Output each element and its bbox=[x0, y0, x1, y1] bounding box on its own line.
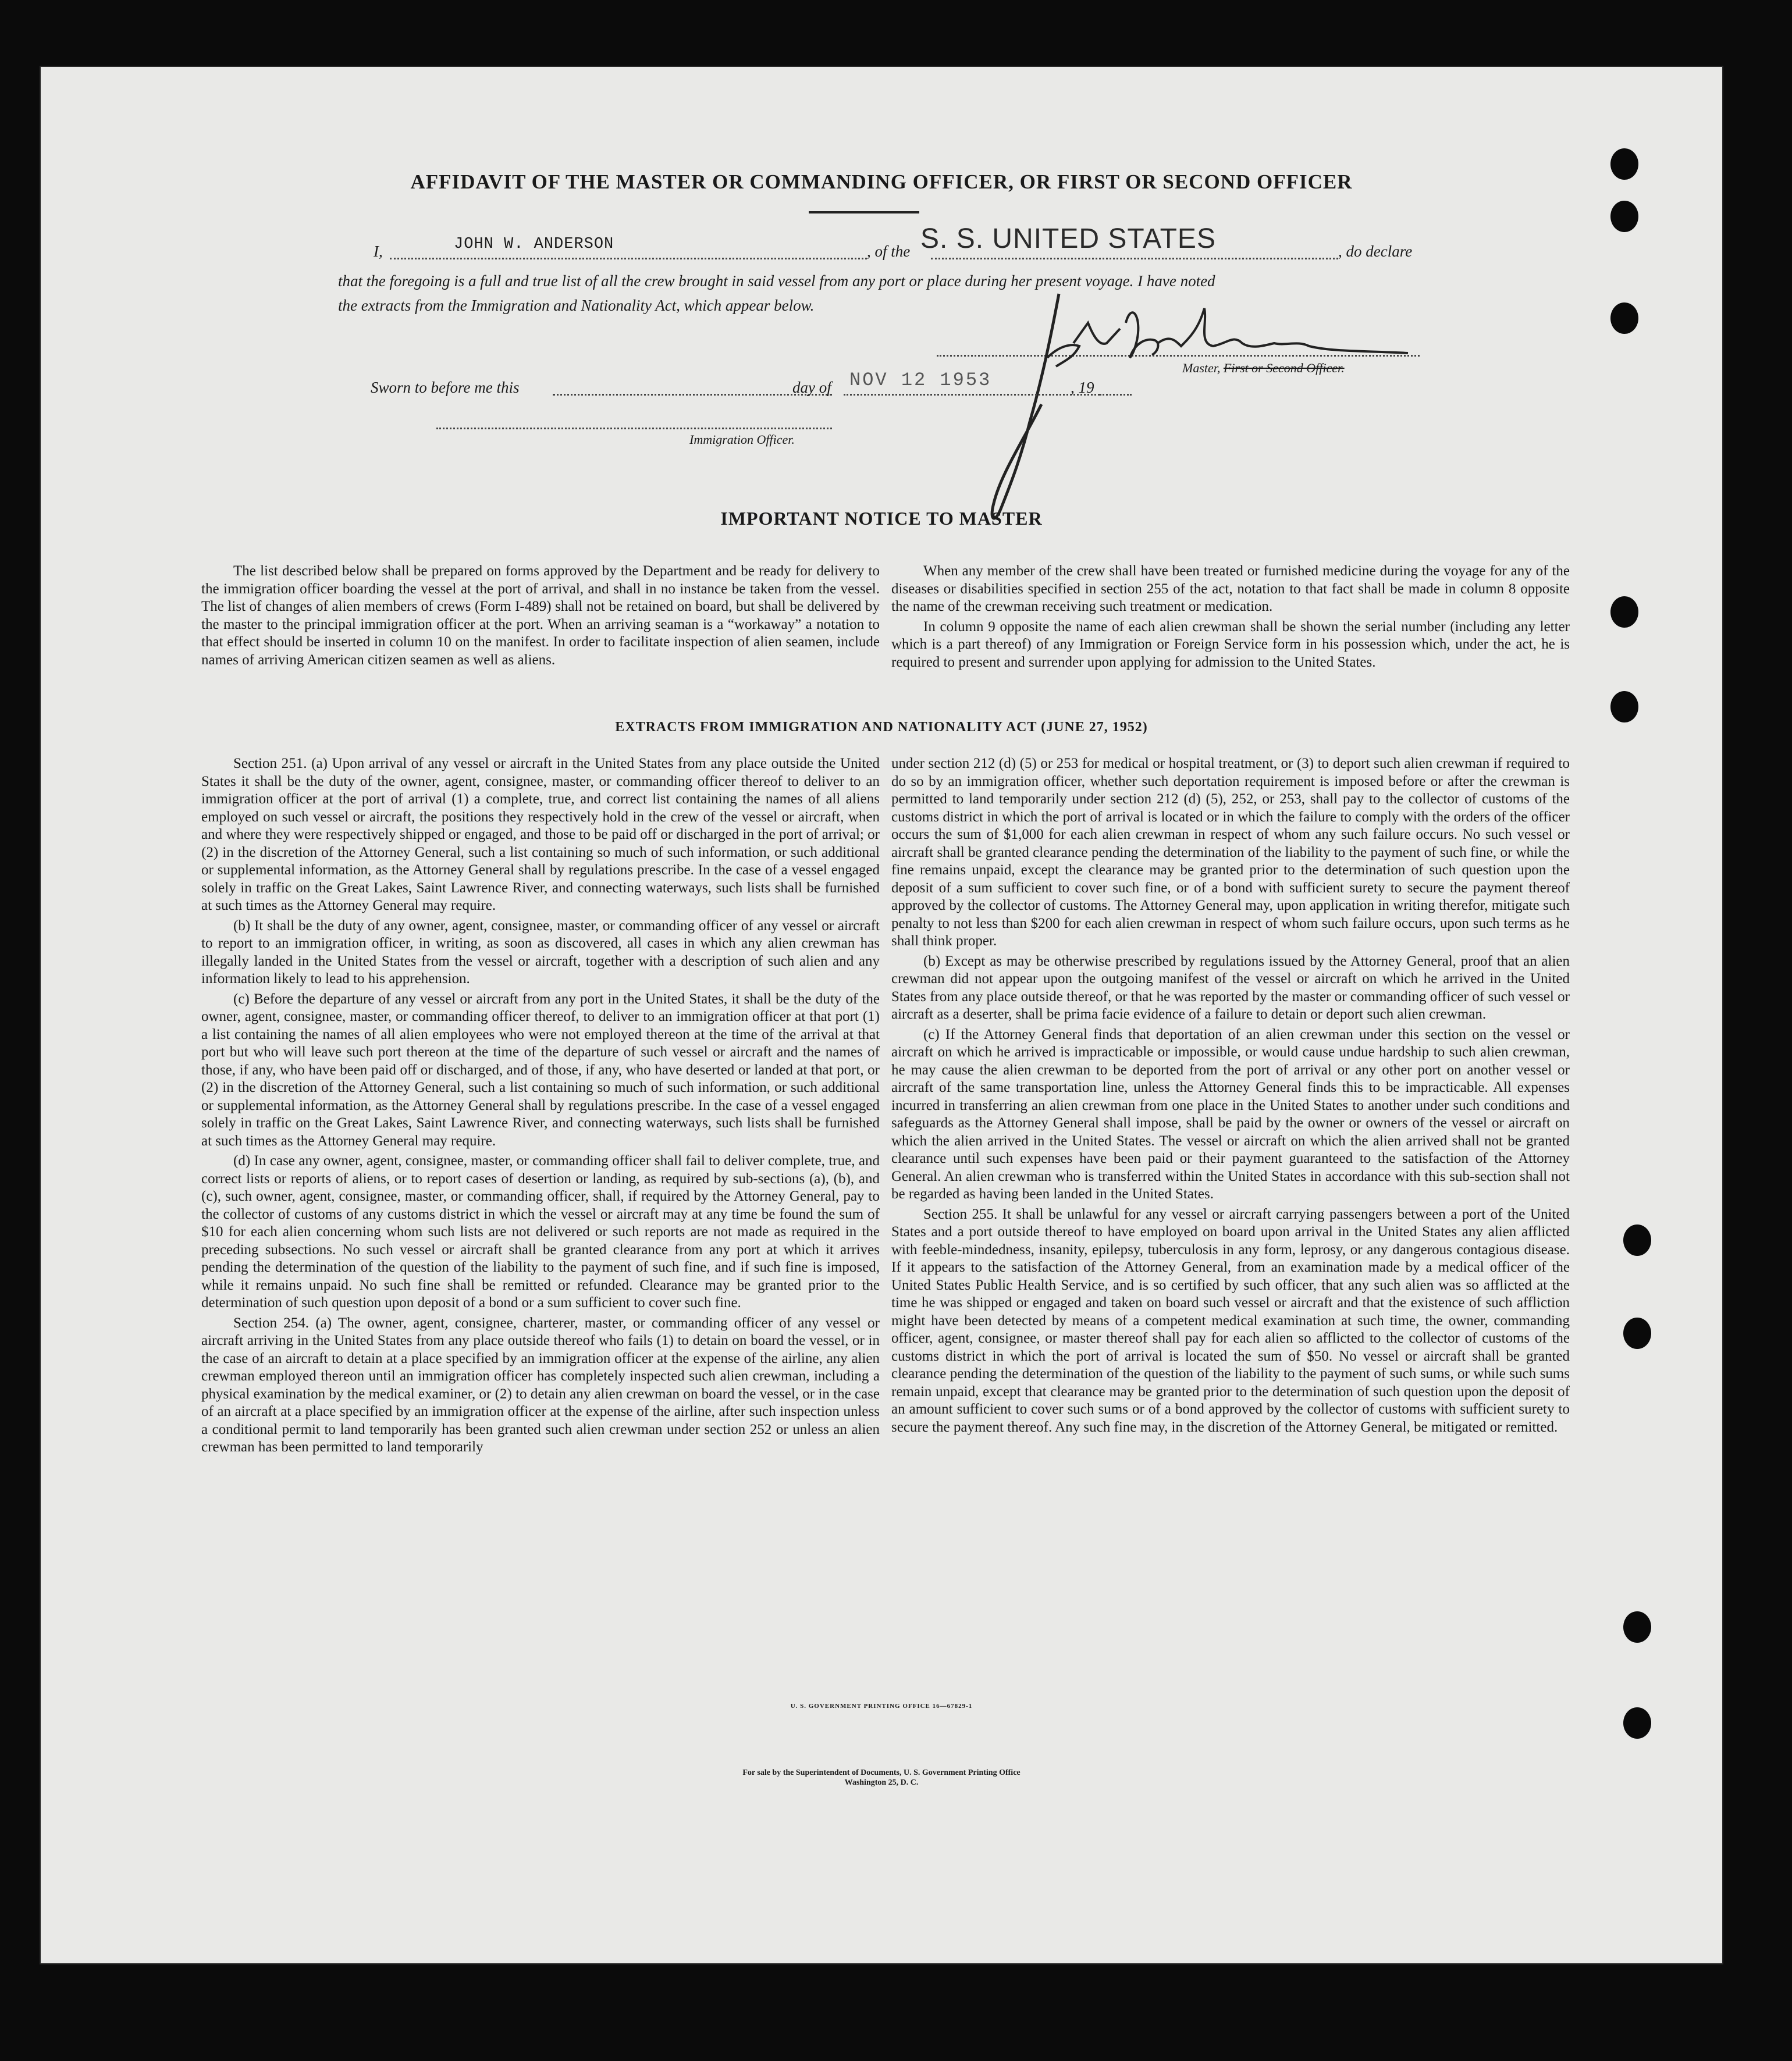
immigration-officer-line bbox=[436, 428, 832, 429]
section-251-a: Section 251. (a) Upon arrival of any vessel or aircraft in the United States from any place outside the United States it shall be the duty of the owner, agent, consignee, master, or commanding officer thereof to deliver to an immigration officer at the port of arrival (1) a complete, true, and correct list containing the names of all aliens employed on such vessel or aircraft, the positions they respectively hold in the crew of the vessel or aircraft, when and where they were respectively shipped or engaged, and those to be paid off or discharged in the port of arrival; or (2) in the discretion of the Attorney General, such a list containing so much of such information, or such additional or supplemental information, as the Attorney General shall by regulations prescribe. In the case of a vessel engaged solely in traffic on the Great Lakes, Saint Lawrence River, and connecting waterways, such lists shall be furnished at such times as the Attorney General may require. bbox=[201, 756, 880, 913]
officer-caption-struck: First or Second Officer. bbox=[1223, 361, 1345, 375]
title-divider bbox=[809, 211, 919, 213]
vessel-dotted-line bbox=[931, 258, 1338, 259]
section-251-d: (d) In case any owner, agent, consignee, master, or commanding officer shall fail to deliver complete, true, and correct lists or reports of aliens, or to report cases of desertion or landing, as required by sub-sections (a), (b), and (c), such owner, agent, consignee, master, or commanding officer, shall, if required by the Attorney General, pay to the collector of customs of any customs district in which the vessel or aircraft may at any time be found the sum of $10 for each alien concerning whom such lists are not delivered or such reports are not made as required in the preceding subsections. No such vessel or aircraft shall be granted clearance from any port at which it arrives pending the determination of the question of the liability to the payment of such fine, and if such fine is imposed, while it remains unpaid. No such fine shall be remitted or refunded. Clearance may be granted prior to the determination of such question upon deposit of a bond or a sum sufficient to cover such fine. bbox=[201, 1153, 880, 1311]
extracts-right-column bbox=[891, 755, 1570, 1439]
punch-hole bbox=[1610, 691, 1638, 722]
sale-notice bbox=[41, 1768, 1722, 1788]
sale-line-1: For sale by the Superintendent of Documents, U. S. Government Printing Office bbox=[742, 1768, 1021, 1777]
section-254-b: (b) Except as may be otherwise prescribed by regulations issued by the Attorney General, proof that an alien crewman did not appear upon the outgoing manifest of the vessel or aircraft on which he arrived in the United States from any place outside thereof, or that he was reported by the master or commanding officer of such vessel or aircraft as a deserter, shall be prima facie evidence of a failure to detain or deport such alien crewman. bbox=[891, 953, 1570, 1022]
month-dotted-line bbox=[844, 394, 1100, 396]
vessel-name-field: S. S. UNITED STATES bbox=[920, 223, 1216, 254]
punch-hole bbox=[1623, 1318, 1651, 1349]
sworn-day-dotted-line bbox=[553, 394, 832, 396]
punch-hole bbox=[1610, 148, 1638, 180]
section-254-a-continued: under section 212 (d) (5) or 253 for medical or hospital treatment, or (3) to deport such alien crewman if required to do so by an immigration officer, whether such deportation requirement is imposed before or after the crewman is permitted to land temporarily under section 212 (d) (5), 252, or 253, shall pay to the collector of customs of the customs district in which the port of arrival is located or in which the failure to comply with the orders of the officer occurs the sum of $1,000 for each alien crewman in respect of whom any such failure occurs. No such vessel or aircraft shall be granted clearance pending the determination of the liability to the payment of such fine, or while the fine remains unpaid, except the clearance may be granted prior to the determination of such question upon the deposit of a sum sufficient to cover such fine, or of a bond with sufficient surety to secure the payment thereof approved by the collector of customs. The Attorney General may, upon application in writing therefor, mitigate such penalty to not less than $200 for each alien crewman in respect of whom such failure occurs, upon such terms as he shall think proper. bbox=[891, 756, 1570, 949]
punch-hole bbox=[1623, 1225, 1651, 1256]
day-of-label: day of bbox=[792, 379, 831, 396]
sworn-label: Sworn to before me this bbox=[371, 379, 520, 396]
sale-line-2: Washington 25, D. C. bbox=[844, 1778, 919, 1787]
name-dotted-line bbox=[390, 258, 867, 259]
notice-right-paragraph-2: In column 9 opposite the name of each alien crewman shall be shown the serial number (including any letter which is a part thereof) of any Immigration or Foreign Service form in his possession which, under the act, he is required to present and surrender upon applying for admission to the United States. bbox=[891, 618, 1570, 670]
of-the-label: , of the bbox=[867, 243, 911, 260]
master-name-field: JOHN W. ANDERSON bbox=[454, 236, 614, 253]
notice-left-column bbox=[201, 563, 880, 671]
notice-right-paragraph-1: When any member of the crew shall have been treated or furnished medicine during the voyage for any of the diseases or disabilities specified in section 255 of the act, notation to that fact shall be made in column 8 opposite the name of the crewman receiving such treatment or medication. bbox=[891, 563, 1570, 614]
punch-hole bbox=[1610, 596, 1638, 628]
master-caption bbox=[1182, 361, 1345, 376]
immigration-officer-label: Immigration Officer. bbox=[689, 432, 795, 447]
affidavit-page bbox=[41, 67, 1722, 1963]
punch-hole bbox=[1610, 302, 1638, 334]
notice-heading: IMPORTANT NOTICE TO MASTER bbox=[720, 508, 1043, 529]
date-stamp: NOV 12 1953 bbox=[849, 369, 992, 391]
year-dotted-line bbox=[1100, 394, 1132, 396]
punch-hole bbox=[1610, 201, 1638, 232]
section-251-c: (c) Before the departure of any vessel or aircraft from any port in the United States, it shall be the duty of the owner, agent, consignee, master, or commanding officer thereof, to deliver to an immigration officer at that port (1) a list containing the names of all alien employees who were not employed thereon at the time of the arrival at that port but who will leave such port thereon at the time of the departure of such vessel or aircraft and the names of those, if any, who have been paid off or discharged, and of those, if any, who have deserted or landed at that port, or (2) in the discretion of the Attorney General, such a list containing so much of such information, or such additional or supplemental information, as the Attorney General shall by regulations prescribe. In the case of a vessel engaged solely in traffic on the Great Lakes, Saint Lawrence River, and connecting waterways, such lists shall be furnished at such times as the Attorney General may require. bbox=[201, 991, 880, 1149]
punch-hole bbox=[1623, 1707, 1651, 1739]
extracts-left-column bbox=[201, 755, 880, 1459]
notice-left-paragraph: The list described below shall be prepared on forms approved by the Department and be ready for delivery to the immigration officer boarding the vessel at the port of arrival, and shall in no instance be taken from the vessel. The list of changes of alien members of crews (Form I-489) shall not be retained on board, but shall be delivered by the master to the principal immigration officer at the port. When an arriving seaman is a “workaway” a notation to that effect should be inserted in column 10 on the manifest. In order to facilitate inspection of alien seamen, include names of arriving American citizen seamen as well as aliens. bbox=[201, 563, 880, 668]
master-caption-text: Master, bbox=[1182, 361, 1224, 375]
declaration-line-1: that the foregoing is a full and true list of all the crew brought in said vessel from any port or place during her present voyage. I have noted bbox=[338, 272, 1215, 290]
declaration-line-2: the extracts from the Immigration and Nationality Act, which appear below. bbox=[338, 297, 815, 314]
affidavit-title: AFFIDAVIT OF THE MASTER OR COMMANDING OFFICER, OR FIRST OR SECOND OFFICER bbox=[410, 170, 1353, 193]
extracts-heading: EXTRACTS FROM IMMIGRATION AND NATIONALITY ACT (JUNE 27, 1952) bbox=[615, 720, 1148, 735]
do-declare-label: , do declare bbox=[1338, 243, 1413, 260]
section-251-b: (b) It shall be the duty of any owner, agent, consignee, master, or commanding officer of any vessel or aircraft to report to an immigration officer, in writing, as soon as discovered, all cases in which any alien crewman has illegally landed in the United States from the vessel or aircraft, together with a description of such alien and any information likely to lead to his apprehension. bbox=[201, 917, 880, 987]
printing-office-line: U. S. GOVERNMENT PRINTING OFFICE 16—67829-1 bbox=[790, 1703, 973, 1710]
year-label: , 19 bbox=[1071, 379, 1094, 396]
section-255: Section 255. It shall be unlawful for any vessel or aircraft carrying passengers between a port of the United States and a port outside thereof to have employed on board upon arrival in the United States any alien afflicted with feeble-mindedness, insanity, epilepsy, tuberculosis in any form, leprosy, or any dangerous contagious disease. If it appears to the satisfaction of the Attorney General, from an examination made by a medical officer of the United States Public Health Service, and is so certified by such officer, that any such alien was so afflicted at the time he was shipped or engaged and taken on board such vessel or aircraft and that the existence of such affliction might have been detected by means of a competent medical examination at such time, the owner, commanding officer, agent, consignee, or master thereof shall pay for each alien so afflicted to the collector of customs of the customs district in which the port of arrival is located the sum of $50. No vessel or aircraft shall be granted clearance pending the determination of the question of the liability to the payment of such sums, or while such sums remain unpaid, except that clearance may be granted prior to the determination of such question upon the deposit of an amount sufficient to cover such sums or of a bond approved by the collector of customs with sufficient surety to secure the payment thereof. Any such fine may, in the discretion of the Attorney General, be mitigated or remitted. bbox=[891, 1206, 1570, 1435]
section-254-c: (c) If the Attorney General finds that deportation of an alien crewman under this section on the vessel or aircraft on which he arrived is impracticable or impossible, or would cause undue hardship to such alien crewman, he may cause the alien crewman to be deported from the port of arrival or any other port on another vessel or aircraft of the same transportation line, unless the Attorney General finds this to be impracticable. All expenses incurred in transferring an alien crewman from one place in the United States to another under such conditions and safeguards as the Attorney General shall impose, shall be paid by the owner or owners of the vessel or aircraft on which the alien arrived in the United States. The vessel or aircraft on which the alien arrived shall not be granted clearance until such expenses have been paid or their payment guaranteed to the satisfaction of the Attorney General. An alien crewman who is transferred within the United States in accordance with this sub-section shall not be regarded as having been landed in the United States. bbox=[891, 1026, 1570, 1202]
punch-hole bbox=[1623, 1611, 1651, 1643]
notice-right-column bbox=[891, 563, 1570, 674]
master-signature bbox=[925, 288, 1449, 532]
i-label: I, bbox=[374, 243, 383, 260]
section-254-a: Section 254. (a) The owner, agent, consignee, charterer, master, or commanding officer of any vessel or aircraft arriving in the United States from any place outside thereof who fails (1) to detain on board the vessel, or in the case of an aircraft to detain at a place specified by an immigration officer at the expense of the airline, any alien crewman employed thereon until an immigration officer has completely inspected such alien crewman, including a physical examination by the medical examiner, or (2) to detain any alien crewman on board the vessel, or in the case of an aircraft at a place specified by an immigration officer at the expense of the airline, after such inspection unless a conditional permit to land temporarily has been granted such alien crewman under section 252 or unless an alien crewman has been permitted to land temporarily bbox=[201, 1315, 880, 1455]
